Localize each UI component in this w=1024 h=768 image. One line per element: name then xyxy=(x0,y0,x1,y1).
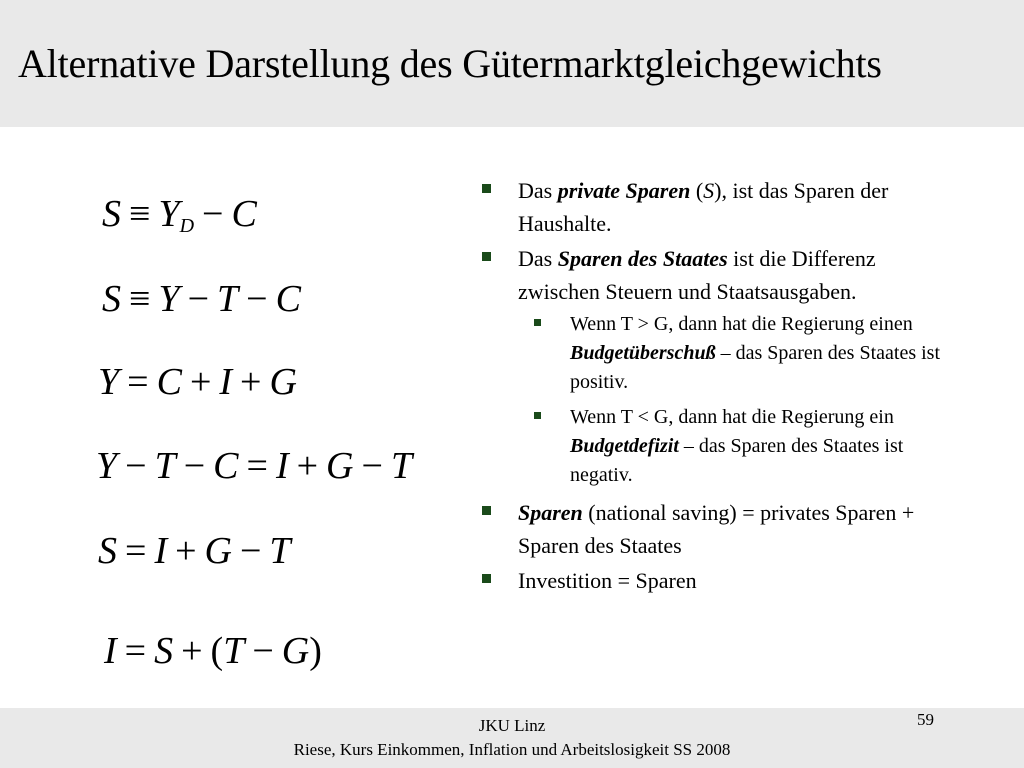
equation-5: S = I + G − T xyxy=(98,530,291,572)
footer-institution: JKU Linz xyxy=(478,716,546,735)
slide-title: Alternative Darstellung des Gütermarktgleichgewichts xyxy=(18,41,882,86)
square-bullet-icon xyxy=(534,319,541,326)
equation-4: Y − T − C = I + G − T xyxy=(96,445,413,487)
bullet-public-saving: Das Sparen des Staates ist die Differenz zwischen Steuern und Staatsausgaben. xyxy=(482,242,952,308)
page-number: 59 xyxy=(917,710,934,729)
sub-bullet-deficit: Wenn T < G, dann hat die Regierung ein Budgetdefizit – das Sparen des Staates ist negativ. xyxy=(518,403,952,490)
square-bullet-icon xyxy=(482,184,491,193)
equation-3: Y = C + I + G xyxy=(98,361,297,403)
square-bullet-icon xyxy=(482,506,491,515)
equation-6: I = S + (T − G) xyxy=(104,630,322,672)
equation-1: $S \equiv Y_D - C$ xyxy=(102,193,257,237)
square-bullet-icon xyxy=(482,252,491,261)
square-bullet-icon xyxy=(482,574,491,583)
square-bullet-icon xyxy=(534,412,541,419)
equation-2: S ≡ Y − T − C xyxy=(102,278,301,320)
sub-bullet-surplus: Wenn T > G, dann hat die Regierung einen Budgetüberschuß – das Sparen des Staates ist positiv. xyxy=(518,310,952,397)
bullet-private-saving: Das private Sparen (S), ist das Sparen der Haushalte. xyxy=(482,174,952,240)
bullet-investment: Investition = Sparen xyxy=(482,564,952,597)
bullet-list xyxy=(482,174,952,599)
bullet-national-saving: Sparen (national saving) = privates Sparen + Sparen des Staates xyxy=(482,496,952,562)
footer-course: Riese, Kurs Einkommen, Inflation und Arbeitslosigkeit SS 2008 xyxy=(293,740,731,759)
